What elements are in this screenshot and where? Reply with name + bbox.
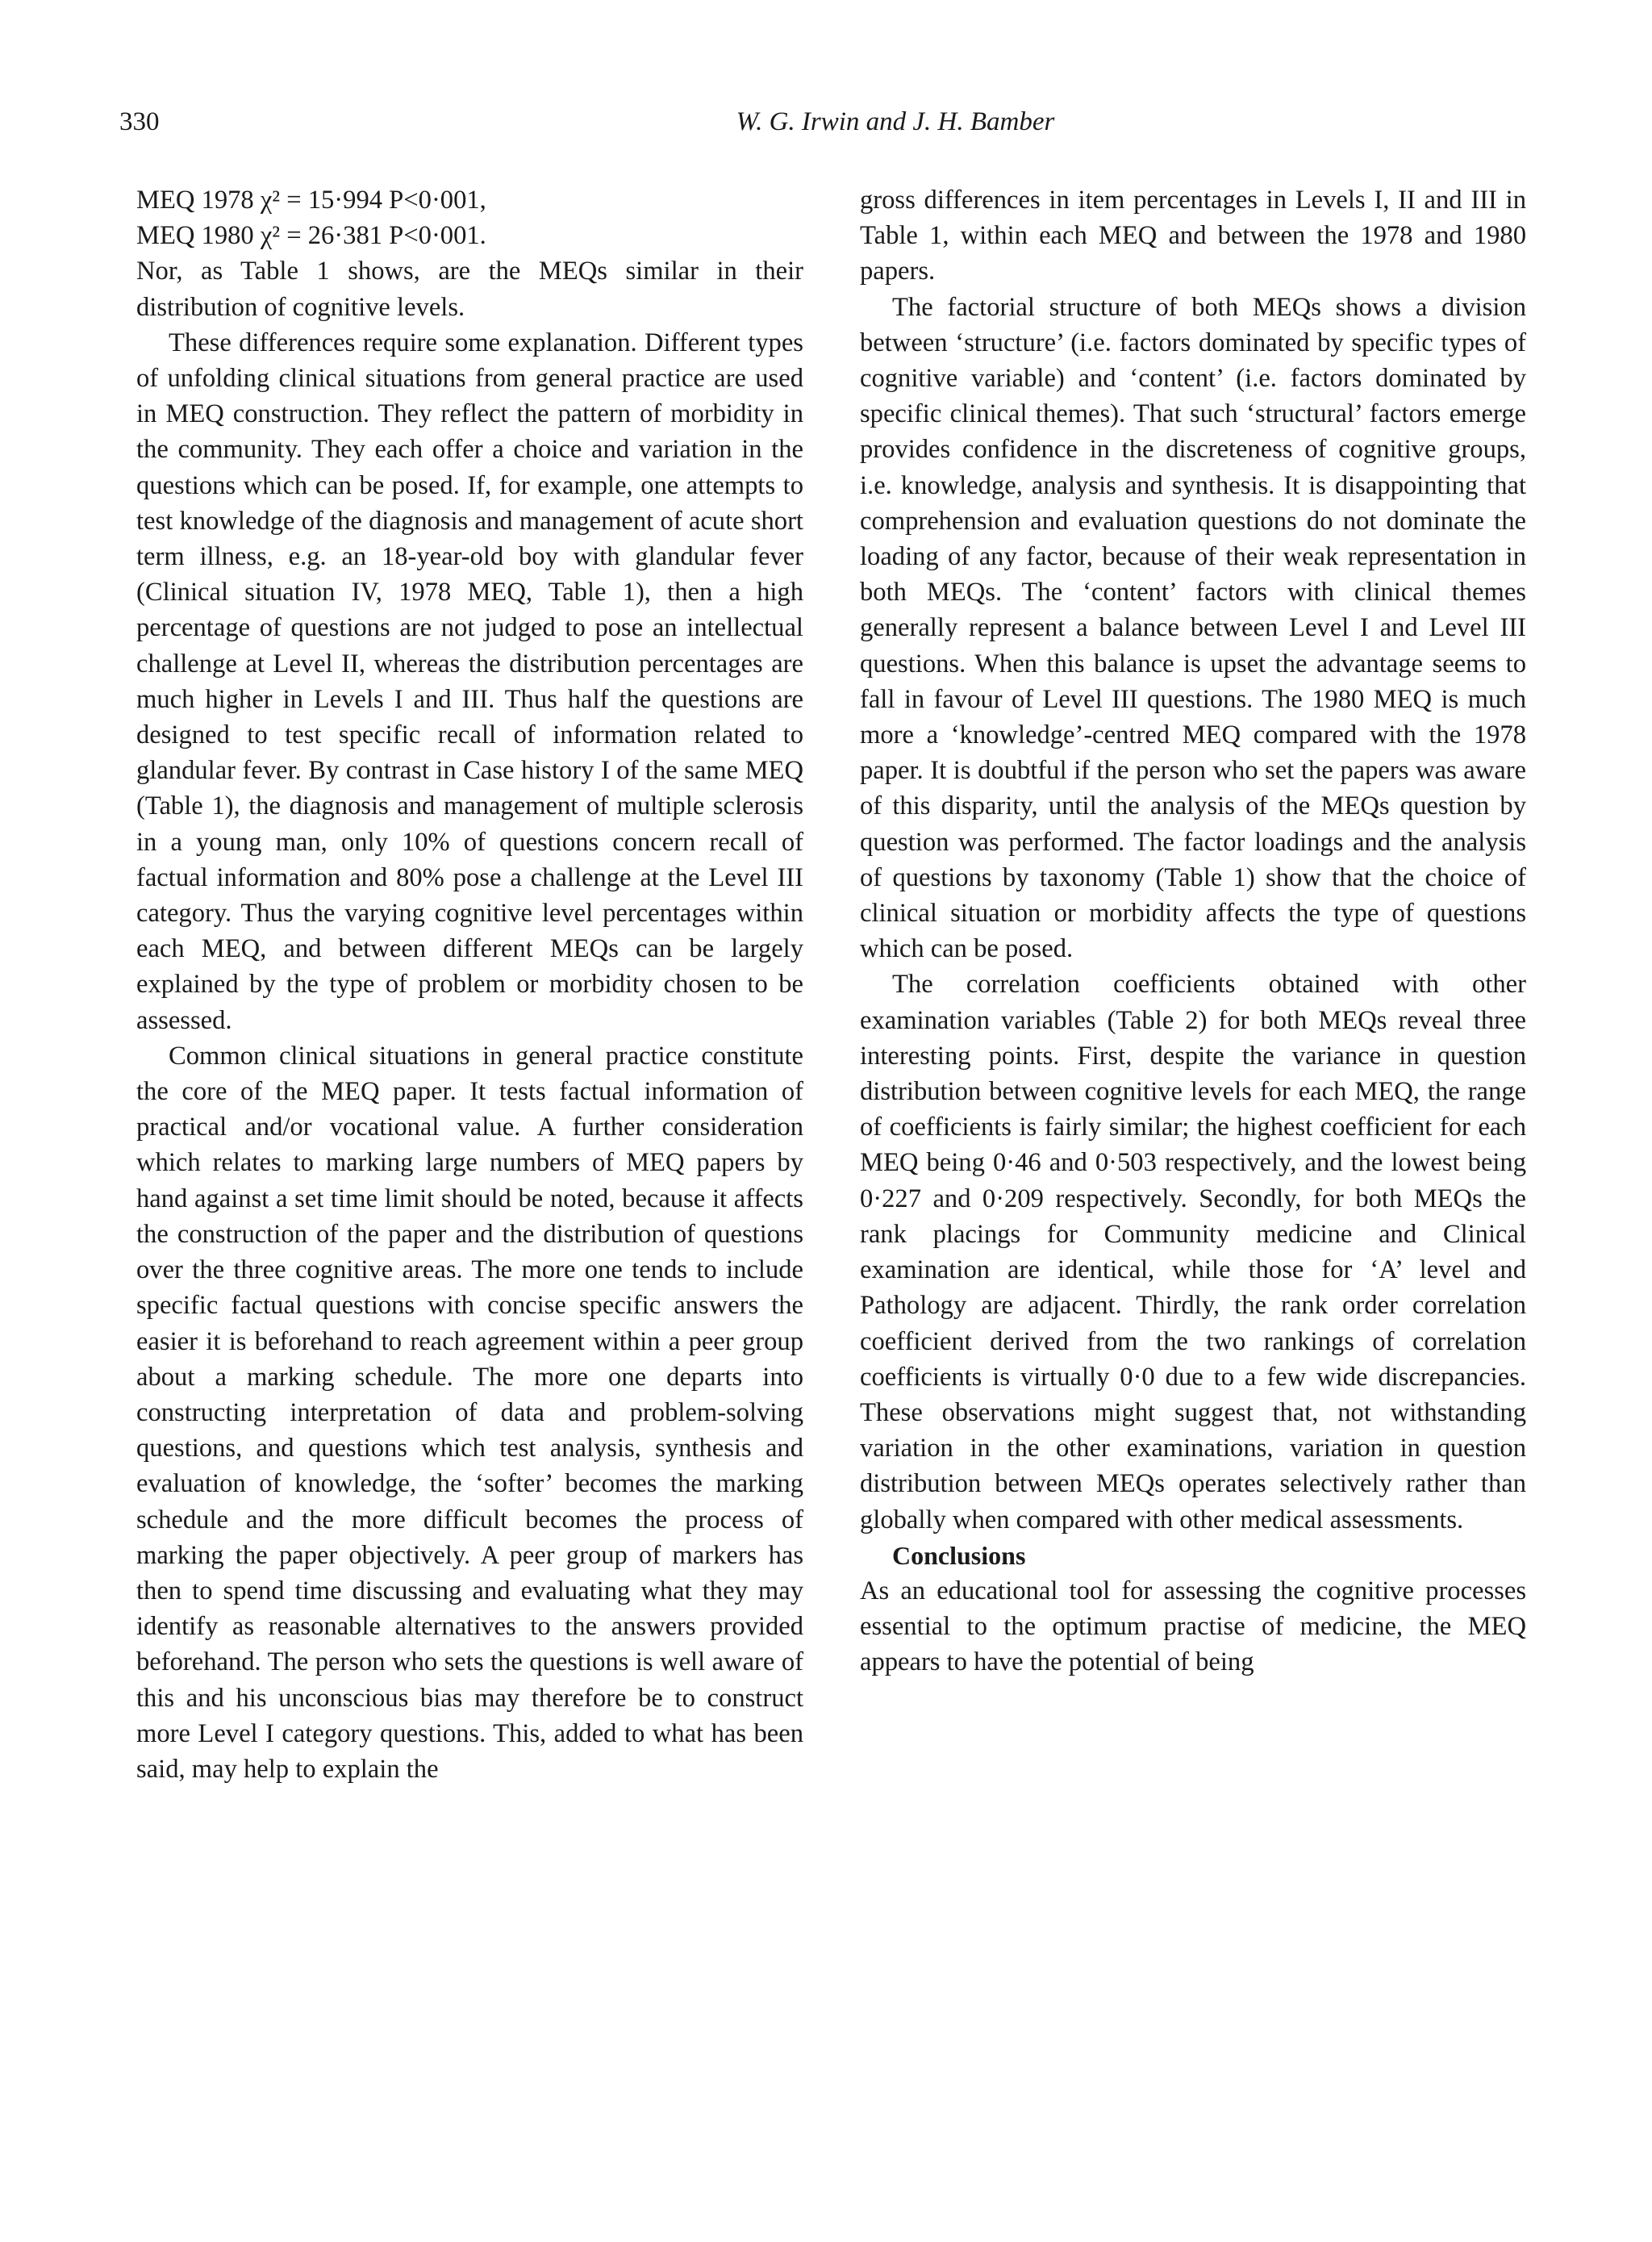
paragraph: The correlation coefficients obtained with other examination variables (Table 2) for both MEQs reveal three interesting points. First, despite the variance in question distribution between cognitive levels for each MEQ, the range of coefficients is fairly similar; the highest coefficient for each MEQ being 0·46 and 0·503 respectively, and the lowest being 0·227 and 0·209 respectively. Secondly, for both MEQs the rank placings for Community medicine and Clinical examination are identical, while those for ‘A’ level and Pathology are adjacent. Thirdly, the rank order correlation coefficient derived from the two rankings of correlation coefficients is virtually 0·0 due to a few wide discrepancies. These observations might suggest that, not withstanding variation in the other examinations, variation in question distribution between MEQs operates selectively rather than globally when compared with other medical assessments. [860, 970, 1526, 1534]
paragraph: As an educational tool for assessing the cognitive processes essential to the optimum practise of medicine, the MEQ appears to have the potential of being [860, 1576, 1526, 1677]
equation-1980: MEQ 1980 χ² = 26·381 P<0·001. [136, 221, 486, 251]
paragraph: The factorial structure of both MEQs shows a division between ‘structure’ (i.e. factors dominated by specific types of cognitive variable) and ‘content’ (i.e. factors dominated by specific clinical themes). That such ‘structural’ factors emerge provides confidence in the discreteness of cognitive groups, i.e. knowledge, analysis and synthesis. It is disappointing that comprehension and evaluation questions do not dominate the loading of any factor, because of their weak representation in both MEQs. The ‘content’ factors with clinical themes generally represent a balance between Level I and Level III questions. When this balance is upset the advantage seems to fall in favour of Level III questions. The 1980 MEQ is much more a ‘knowledge’-centred MEQ compared with the 1978 paper. It is doubtful if the person who set the papers was aware of this disparity, until the analysis of the MEQs question by question was performed. The factor loadings and the analysis of questions by taxonomy (Table 1) show that the choice of clinical situation or morbidity affects the type of questions which can be posed. [860, 292, 1526, 964]
paragraph: gross differences in item percentages in Levels I, II and III in Table 1, within each MEQ and between the 1978 and 1980 papers. [860, 186, 1526, 286]
page-number: 330 [119, 107, 160, 136]
paragraph: Nor, as Table 1 shows, are the MEQs similar in their distribution of cognitive levels. [136, 257, 803, 322]
equation-1978: MEQ 1978 χ² = 15·994 P<0·001, [136, 186, 486, 215]
left-column [136, 182, 803, 1787]
right-column [860, 182, 1526, 1680]
section-heading-conclusions: Conclusions [892, 1540, 1026, 1570]
paragraph: Common clinical situations in general practice constitute the core of the MEQ paper. It tests factual information of practical and/or vocational value. A further consideration which relates to marking large numbers of MEQ papers by hand against a set time limit should be noted, because it affects the construction of the paper and the distribution of questions over the three cognitive areas. The more one tends to include specific factual questions with concise specific answers the easier it is beforehand to reach agreement within a peer group about a marking schedule. The more one departs into constructing interpretation of data and problem-solving questions, and questions which test analysis, synthesis and evaluation of knowledge, the ‘softer’ becomes the marking schedule and the more difficult becomes the process of marking the paper objectively. A peer group of markers has then to spend time discussing and evaluating what they may identify as reasonable alternatives to the answers provided beforehand. The person who sets the questions is well aware of this and his unconscious bias may therefore be to construct more Level I category questions. This, added to what has been said, may help to explain the [136, 1041, 803, 1784]
paragraph: These differences require some explanation. Different types of unfolding clinical situations from general practice are used in MEQ construction. They reflect the pattern of morbidity in the community. They each offer a choice and variation in the questions which can be posed. If, for example, one attempts to test knowledge of the diagnosis and management of acute short term illness, e.g. an 18-year-old boy with glandular fever (Clinical situation IV, 1978 MEQ, Table 1), then a high percentage of questions are not judged to pose an intellectual challenge at Level II, whereas the distribution percentages are much higher in Levels I and III. Thus half the questions are designed to test specific recall of information related to glandular fever. By contrast in Case history I of the same MEQ (Table 1), the diagnosis and management of multiple sclerosis in a young man, only 10% of questions concern recall of factual information and 80% pose a challenge at the Level III category. Thus the varying cognitive level percentages within each MEQ, and between different MEQs can be largely explained by the type of problem or morbidity chosen to be assessed. [136, 328, 803, 1035]
running-head: W. G. Irwin and J. H. Bamber [736, 107, 1055, 136]
